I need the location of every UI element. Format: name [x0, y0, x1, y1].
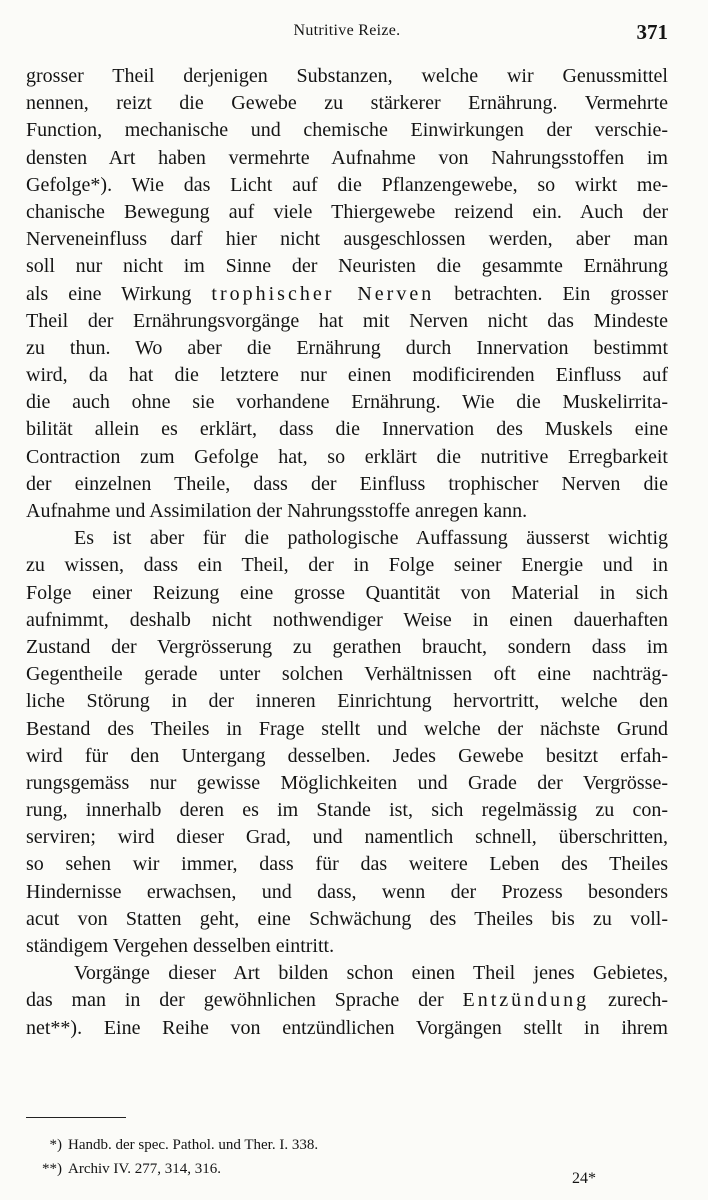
- text-line: acut von Statten geht, eine Schwächung des Theiles bis zu voll-: [26, 907, 668, 930]
- line-after-emphasis: betrachten. Ein grosser: [434, 282, 668, 305]
- text-line: densten Art haben vermehrte Aufnahme von Nahrungsstoffen im: [26, 146, 668, 169]
- text-line: Hindernisse erwachsen, und dass, wenn der Prozess besonders: [26, 880, 668, 903]
- footnote: [26, 1133, 668, 1157]
- text-line: Bestand des Theiles in Frage stellt und welche der nächste Grund: [26, 717, 668, 740]
- spaced-emphasis: Entzündung: [462, 989, 590, 1012]
- text-line: der einzelnen Theile, dass der Einfluss trophischer Nerven die: [26, 472, 668, 495]
- page-number: 371: [636, 20, 668, 44]
- text-line: ständigem Vergehen desselben eintritt.: [26, 935, 335, 957]
- spaced-emphasis: trophischer Nerven: [211, 282, 435, 305]
- text-line: aufnimmt, deshalb nicht nothwendiger Weise in einen dauerhaften: [26, 608, 668, 631]
- footnote-separator: [26, 1117, 126, 1118]
- text-line: chanische Bewegung auf viele Thiergewebe reizend ein. Auch der: [26, 200, 668, 223]
- text-line: rung, innerhalb deren es im Stande ist, sich regelmässig zu con-: [26, 799, 668, 822]
- text-line: Contraction zum Gefolge hat, so erklärt die nutritive Erregbarkeit: [26, 445, 668, 468]
- text-line-emphasis: [26, 987, 668, 1014]
- text-line: grosser Theil derjenigen Substanzen, welche wir Genussmittel: [26, 65, 668, 87]
- text-line: zu thun. Wo aber die Ernährung durch Innervation bestimmt: [26, 336, 668, 359]
- text-line: Gegentheile gerade unter solchen Verhältnissen oft eine nachträg-: [26, 663, 668, 686]
- running-title: Nutritive Reize.: [293, 22, 401, 39]
- text-line: nennen, reizt die Gewebe zu stärkerer Ernährung. Vermehrte: [26, 92, 668, 115]
- text-line: so sehen wir immer, dass für das weitere Leben des Theiles: [26, 853, 668, 876]
- text-line: Function, mechanische und chemische Einwirkungen der verschie-: [26, 119, 668, 142]
- text-line: bilität allein es erklärt, dass die Innervation des Muskels eine: [26, 418, 668, 441]
- text-line: Folge einer Reizung eine grosse Quantität von Material in sich: [26, 581, 668, 604]
- running-header: [26, 18, 668, 50]
- footnote-mark: *): [49, 1137, 62, 1153]
- text-line: Gefolge*). Wie das Licht auf die Pflanzengewebe, so wirkt me-: [26, 173, 668, 196]
- text-line: wird für den Untergang desselben. Jedes Gewebe besitzt erfah-: [26, 744, 668, 767]
- text-line: soll nur nicht im Sinne der Neuristen die gesammte Ernährung: [26, 255, 668, 278]
- main-text: [26, 63, 668, 1042]
- text-line: zu wissen, dass ein Theil, der in Folge seiner Energie und in: [26, 554, 668, 577]
- footnote-text: Archiv IV. 277, 314, 316.: [68, 1161, 222, 1177]
- footnote-text: Handb. der spec. Pathol. und Ther. I. 338.: [68, 1137, 319, 1153]
- text-line: Theil der Ernährungsvorgänge hat mit Nerven nicht das Mindeste: [26, 309, 668, 332]
- text-line: net**). Eine Reihe von entzündlichen Vorgängen stellt in ihrem: [26, 1016, 668, 1039]
- line-after-emphasis: zurech-: [589, 989, 668, 1012]
- text-line: rungsgemäss nur gewisse Möglichkeiten und Grade der Vergrösse-: [26, 771, 668, 794]
- text-line: Zustand der Vergrösserung zu gerathen braucht, sondern dass im: [26, 635, 668, 658]
- text-line: wird, da hat die letztere nur einen modificirenden Einfluss auf: [26, 364, 668, 387]
- text-line: die auch ohne sie vorhandene Ernährung. Wie die Muskelirrita-: [26, 391, 668, 414]
- text-line: Nerveneinfluss darf hier nicht ausgeschlossen werden, aber man: [26, 228, 668, 251]
- text-line: Es ist aber für die pathologische Auffassung äusserst wichtig: [74, 527, 668, 550]
- text-line: liche Störung in der inneren Einrichtung hervortritt, welche den: [26, 690, 668, 713]
- line-before-emphasis: als eine Wirkung: [26, 282, 212, 305]
- text-line-emphasis: [26, 281, 668, 308]
- text-line: Aufnahme und Assimilation der Nahrungsstoffe anregen kann.: [26, 500, 528, 522]
- printer-signature: 24*: [572, 1170, 596, 1187]
- text-line: Vorgänge dieser Art bilden schon einen Theil jenes Gebietes,: [74, 962, 668, 985]
- line-before-emphasis: das man in der gewöhnlichen Sprache der: [26, 989, 463, 1012]
- text-line: serviren; wird dieser Grad, und namentlich schnell, überschritten,: [26, 826, 668, 849]
- footnote-mark: **): [42, 1161, 62, 1177]
